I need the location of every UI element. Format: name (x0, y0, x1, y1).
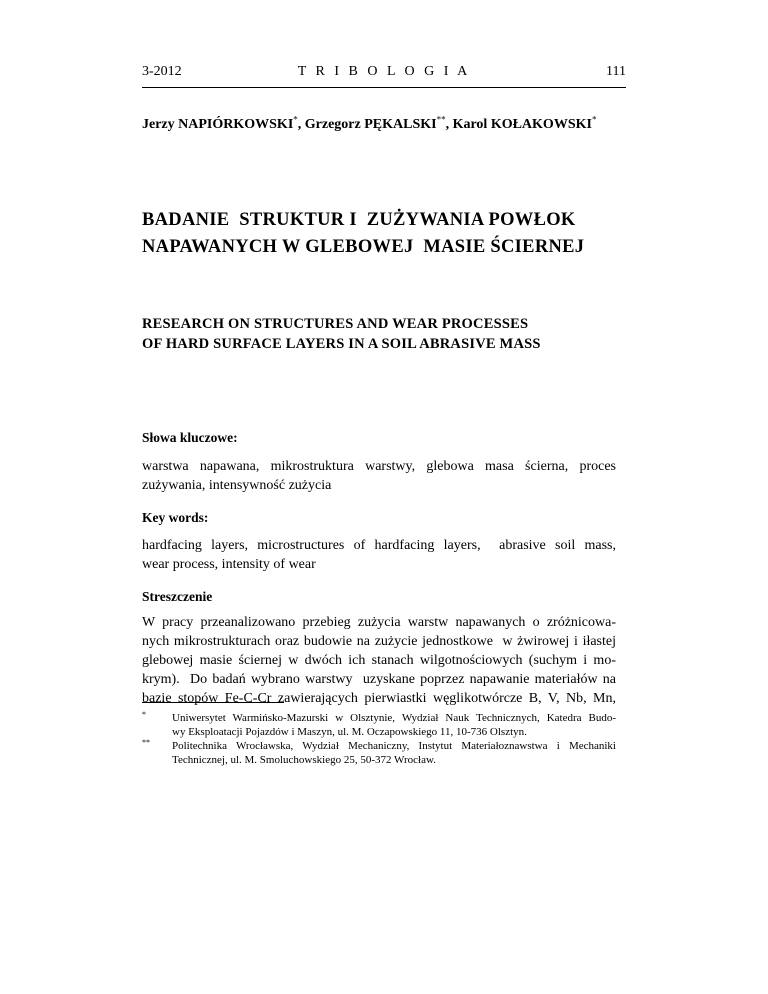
header-rule (142, 87, 626, 88)
abstract-text (142, 613, 616, 708)
footnote (142, 711, 616, 739)
affiliation-mark: ** (436, 114, 446, 125)
author-name: Karol KOŁAKOWSKI (452, 117, 592, 132)
keywords-pl-label: Słowa kluczowe: (142, 430, 238, 445)
keywords-pl-text (142, 457, 616, 495)
footnote-line: Politechnika Wrocławska, Wydział Mechaniczny, Instytut Materiałoznawstwa i Mechaniki (172, 740, 616, 752)
text-line: wear process, intensity of wear (142, 557, 316, 572)
footnote (142, 739, 616, 767)
title-line: OF HARD SURFACE LAYERS IN A SOIL ABRASIVE MASS (142, 336, 541, 352)
footnote-line: Technicznej, ul. M. Smoluchowskiego 25, 50-372 Wrocław. (172, 754, 436, 766)
text-line: bazie stopów Fe-C-Cr zawierających pierwiastki węglikotwórcze B, V, Nb, Mn, (142, 691, 616, 706)
text-line: glebowej masie ściernej w dwóch ich stanach wilgotnościowych (suchym i mo- (142, 653, 616, 668)
footnote-mark: * (142, 710, 146, 719)
author-name: Grzegorz PĘKALSKI (304, 117, 437, 132)
footnote-line: wy Eksploatacji Pojazdów i Maszyn, ul. M. Oczapowskiego 11, 10-736 Olsztyn. (172, 726, 527, 738)
text-line: hardfacing layers, microstructures of hardfacing layers, abrasive soil mass, (142, 538, 616, 553)
footnote-mark: ** (142, 738, 150, 747)
text-line: warstwa napawana, mikrostruktura warstwy, glebowa masa ścierna, proces (142, 459, 616, 474)
text-line: zużywania, intensywność zużycia (142, 478, 332, 493)
text-line: krym). Do badań wybrano warstwy uzyskane poprzez napawanie materiałów na (142, 672, 616, 687)
text-line: nych mikrostrukturach oraz budowie na zużycie jednostkowe w żwirowej i iłastej (142, 634, 616, 649)
title-line: RESEARCH ON STRUCTURES AND WEAR PROCESSES (142, 316, 529, 332)
footnote-rule (142, 702, 284, 703)
affiliation-mark: * (591, 114, 597, 125)
footnote-line: Uniwersytet Warmińsko-Mazurski w Olsztynie, Wydział Nauk Technicznych, Katedra Budo- (172, 712, 616, 724)
title-line: BADANIE STRUKTUR I ZUŻYWANIA POWŁOK (142, 210, 576, 230)
journal-name: T R I B O L O G I A (297, 64, 471, 79)
affiliation-mark: * (293, 114, 298, 125)
text-line: W pracy przeanalizowano przebieg zużycia warstw napawanych o zróżnicowa- (142, 615, 616, 630)
keywords-en-text (142, 536, 616, 574)
page-number: 111 (606, 64, 626, 79)
issue-number: 3-2012 (142, 64, 182, 79)
author-list: Jerzy NAPIÓRKOWSKI*, Grzegorz PĘKALSKI**, Karol KOŁAKOWSKI* (142, 114, 597, 132)
abstract-label: Streszczenie (142, 589, 213, 604)
author-name: Jerzy NAPIÓRKOWSKI (142, 117, 294, 132)
title-line: NAPAWANYCH W GLEBOWEJ MASIE ŚCIERNEJ (142, 237, 585, 257)
title-english (142, 314, 626, 354)
title-polish (142, 207, 626, 261)
keywords-en-label: Key words: (142, 510, 209, 525)
